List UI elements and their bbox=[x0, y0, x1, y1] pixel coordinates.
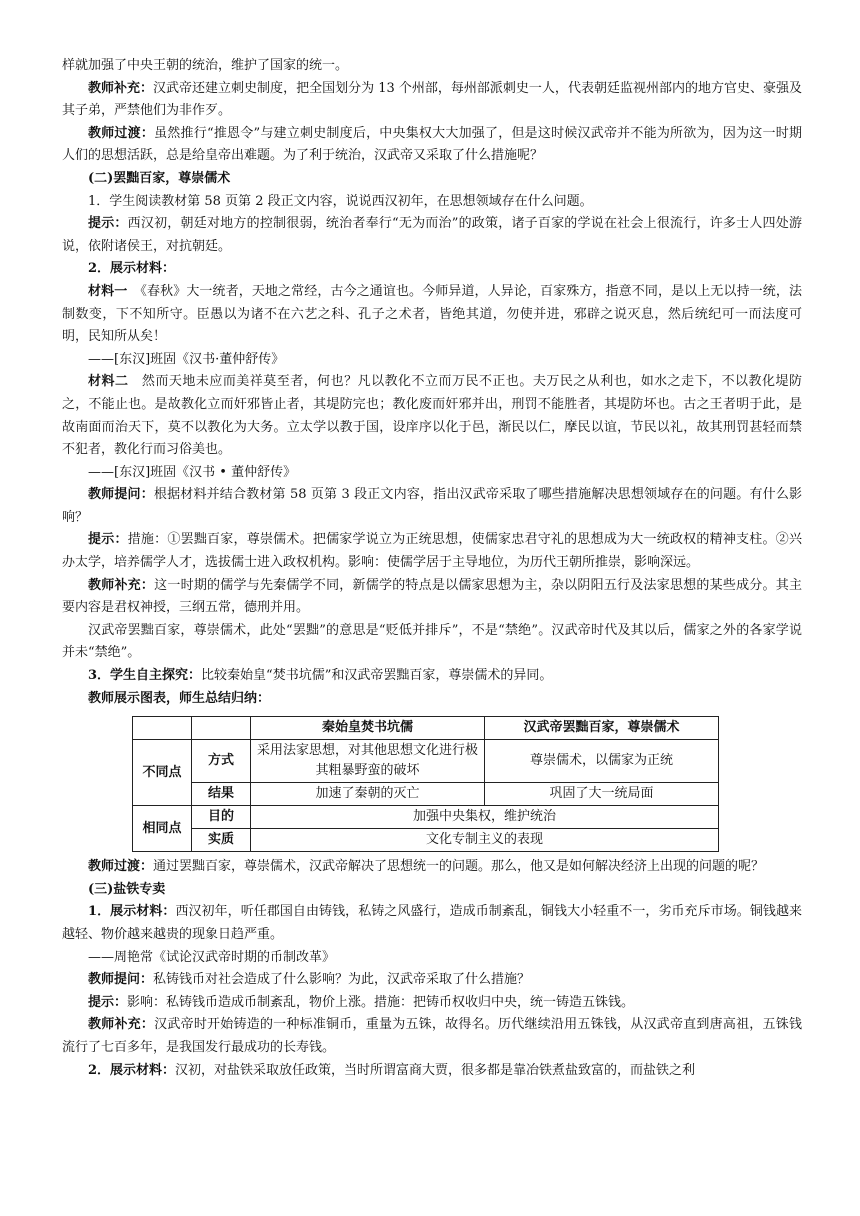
teacher-supplement bbox=[62, 1014, 802, 1059]
section-heading: (三)盐铁专卖 bbox=[88, 881, 166, 897]
label: 3．学生自主探究： bbox=[88, 668, 202, 684]
row-label: 结果 bbox=[192, 783, 251, 806]
paragraph: 教师展示图表，师生总结归纳： bbox=[88, 690, 271, 706]
label: 教师提问： bbox=[88, 487, 154, 503]
table-cell: 采用法家思想，对其他思想文化进行极其粗暴野蛮的破坏 bbox=[251, 740, 485, 783]
paragraph: 样就加强了中央王朝的统治，维护了国家的统一。 bbox=[62, 58, 349, 73]
paragraph: 2．展示材料： bbox=[88, 261, 176, 277]
table-cell: 巩固了大一统局面 bbox=[485, 783, 719, 806]
student-exploration bbox=[62, 665, 802, 688]
table-cell: 加速了秦朝的灭亡 bbox=[251, 783, 485, 806]
label: 1．展示材料： bbox=[88, 904, 176, 920]
material-one bbox=[62, 281, 802, 349]
table-cell: 加强中央集权，维护统治 bbox=[251, 806, 719, 829]
label: 材料二 bbox=[88, 374, 129, 390]
label: 2．展示材料： bbox=[88, 1062, 176, 1078]
label: 教师补充： bbox=[88, 80, 154, 96]
text: 然而天地未应而美祥莫至者，何也？凡以教化不立而万民不正也。夫万民之从利也，如水之走下，不以教化堤防之，不能止也。是故教化立而奸邪皆止者，其堤防完也；教化废而奸邪并出，刑罚不能胜者，其堤防坏也。古之王者明于此，是故南面而治天下，莫不以教化为大务。立太学以教于国，设庠序以化于邑，渐民以仁，摩民以谊，节民以礼，故其刑罚甚轻而禁不犯者，教化行而习俗美也。 bbox=[62, 374, 802, 458]
teacher-transition bbox=[62, 123, 802, 168]
material bbox=[62, 1060, 802, 1083]
label: 教师过渡： bbox=[88, 859, 154, 875]
paragraph: 1．学生阅读教材第 58 页第 2 段正文内容，说说西汉初年，在思想领域存在什么问题。 bbox=[88, 193, 593, 209]
row-group-label: 相同点 bbox=[133, 806, 192, 852]
table-header: 汉武帝罢黜百家，尊崇儒术 bbox=[485, 717, 719, 740]
hint bbox=[62, 992, 802, 1015]
text: 通过罢黜百家，尊崇儒术，汉武帝解决了思想统一的问题。那么，他又是如何解决经济上出现的问题的呢？ bbox=[153, 859, 765, 875]
text: 西汉初年，听任郡国自由铸钱，私铸之风盛行，造成币制紊乱，铜钱大小轻重不一，劣币充斥市场。铜钱越来越轻、物价越来越贵的现象日趋严重。 bbox=[62, 904, 802, 942]
label: 提示： bbox=[88, 216, 128, 232]
label: 教师过渡： bbox=[88, 125, 155, 141]
table-header: 秦始皇焚书坑儒 bbox=[251, 717, 485, 740]
citation: ——[东汉]班固《汉书 • 董仲舒传》 bbox=[88, 464, 297, 480]
row-label: 方式 bbox=[192, 740, 251, 783]
document-page bbox=[62, 55, 802, 1082]
label: 教师补充： bbox=[88, 577, 155, 593]
text: 措施：①罢黜百家，尊崇儒术。把儒家学说立为正统思想，使儒家忠君守礼的思想成为大一统政权的精神支柱。②兴办太学，培养儒学人才，选拔儒士进入政权机构。影响：使儒学居于主导地位，为历代王朝所推崇，影响深远。 bbox=[62, 532, 802, 571]
text: 根据材料并结合教材第 58 页第 3 段正文内容，指出汉武帝采取了哪些措施解决思想领域存在的问题。有什么影响？ bbox=[62, 487, 802, 525]
teacher-question bbox=[62, 969, 802, 992]
text: 汉初，对盐铁采取放任政策，当时所谓富商大贾，很多都是靠冶铁煮盐致富的，而盐铁之利 bbox=[175, 1062, 696, 1078]
text: 私铸钱币对社会造成了什么影响？为此，汉武帝采取了什么措施？ bbox=[153, 972, 531, 988]
table-cell: 文化专制主义的表现 bbox=[251, 829, 719, 852]
label: 材料一 bbox=[88, 283, 128, 299]
row-group-label: 不同点 bbox=[133, 740, 192, 806]
text: 虽然推行“推恩令”与建立刺史制度后，中央集权大大加强了，但是这时候汉武帝并不能为所欲为，因为这一时期人们的思想活跃，总是给皇帝出难题。为了利于统治，汉武帝又采取了什么措施呢？ bbox=[62, 125, 802, 164]
label: 提示： bbox=[88, 532, 128, 548]
text: 比较秦始皇“焚书坑儒”和汉武帝罢黜百家，尊崇儒术的异同。 bbox=[201, 668, 553, 684]
row-label: 目的 bbox=[192, 806, 251, 829]
text: 汉武帝还建立刺史制度，把全国划分为 13 个州部，每州部派刺史一人，代表朝廷监视州部内的地方官史、豪强及其子弟，严禁他们为非作歹。 bbox=[62, 80, 802, 119]
table-cell: 尊崇儒术，以儒家为正统 bbox=[485, 740, 719, 783]
label: 提示： bbox=[88, 994, 128, 1010]
text: 这一时期的儒学与先秦儒学不同，新儒学的特点是以儒家思想为主，杂以阴阳五行及法家思想的某些成分。其主要内容是君权神授，三纲五常，德刑并用。 bbox=[62, 577, 802, 616]
paragraph: 汉武帝罢黜百家，尊崇儒术，此处“罢黜”的意思是“贬低并排斥”，不是“禁绝”。汉武帝时代及其以后，儒家之外的各家学说并未“禁绝”。 bbox=[62, 622, 802, 661]
table-corner bbox=[192, 717, 251, 740]
citation: ——周艳常《试论汉武帝时期的币制改革》 bbox=[88, 949, 336, 965]
text: 影响：私铸钱币造成币制紊乱，物价上涨。措施：把铸币权收归中央，统一铸造五铢钱。 bbox=[127, 994, 635, 1010]
hint bbox=[62, 213, 802, 258]
material-two bbox=[62, 371, 802, 461]
section-heading: (二)罢黜百家，尊崇儒术 bbox=[88, 170, 231, 186]
label: 教师提问： bbox=[88, 972, 154, 988]
teacher-supplement bbox=[62, 575, 802, 620]
text: 西汉初，朝廷对地方的控制很弱，统治者奉行“无为而治”的政策，诸子百家的学说在社会上很流行，许多士人四处游说，依附诸侯王，对抗朝廷。 bbox=[62, 216, 802, 254]
text: 汉武帝时开始铸造的一种标准铜币，重量为五铢，故得名。历代继续沿用五铢钱，从汉武帝直到唐高祖，五铢钱流行了七百多年，是我国发行最成功的长寿钱。 bbox=[62, 1017, 802, 1055]
row-label: 实质 bbox=[192, 829, 251, 852]
teacher-transition bbox=[62, 856, 802, 879]
table-corner bbox=[133, 717, 192, 740]
teacher-supplement bbox=[62, 78, 802, 123]
citation: ——[东汉]班固《汉书·董仲舒传》 bbox=[88, 351, 285, 367]
comparison-table bbox=[132, 716, 719, 852]
text: 《春秋》大一统者，天地之常经，古今之通谊也。今师异道，人异论，百家殊方，指意不同，是以上无以持一统，法制数变，下不知所守。臣愚以为诸不在六艺之科、孔子之术者，皆绝其道，勿使并进，邪辟之说灭息，然后统纪可一而法度可明，民知所从矣！ bbox=[62, 283, 802, 345]
teacher-question bbox=[62, 484, 802, 529]
hint bbox=[62, 529, 802, 574]
material bbox=[62, 901, 802, 946]
label: 教师补充： bbox=[88, 1017, 155, 1033]
